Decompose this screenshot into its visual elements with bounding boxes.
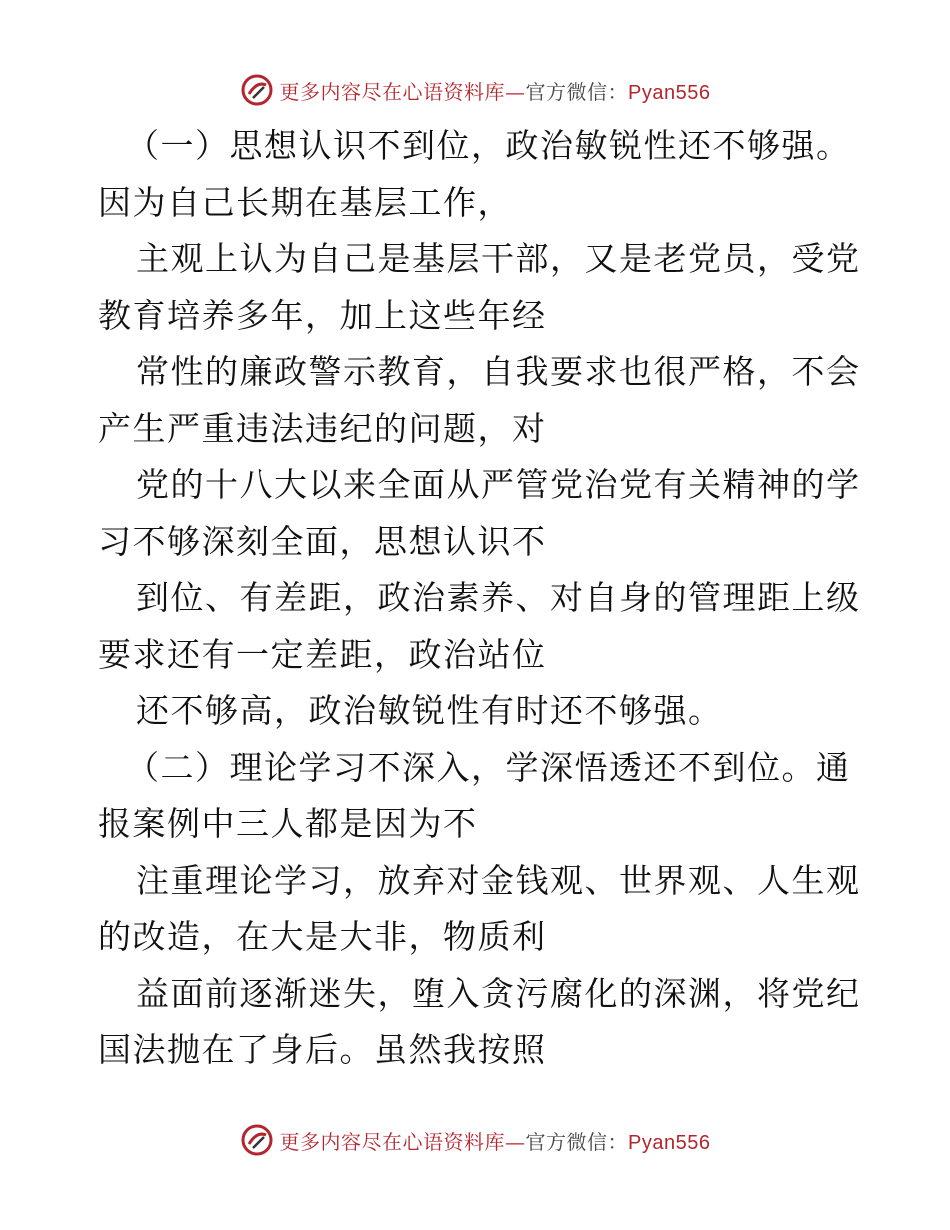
text-line: 报案例中三人都是因为不: [98, 804, 478, 843]
header-wechat-id: Pyan556: [628, 81, 711, 104]
text-line: 到位、有差距，政治素养、对自身的管理距上级: [136, 578, 861, 617]
header-banner-separator: —: [505, 79, 526, 104]
text-line: 主观上认为自己是基层干部，又是老党员，受党: [136, 239, 861, 278]
document-body: [98, 118, 861, 1079]
header-wechat-label: 官方微信：: [525, 79, 629, 104]
header-banner: [0, 70, 950, 110]
header-banner-text: [280, 76, 711, 105]
text-line: （二）理论学习不深入，学深悟透还不到位。通: [126, 747, 851, 787]
footer-banner-title: 更多内容尽在心语资料库: [279, 1129, 506, 1154]
library-logo-icon: [240, 1123, 274, 1157]
text-line: 因为自己长期在基层工作，: [98, 182, 512, 222]
library-logo-icon: [240, 73, 274, 107]
text-line: 要求还有一定差距，政治站位: [98, 634, 547, 674]
text-line: 的改造，在大是大非，物质利: [98, 917, 547, 956]
text-line: 常性的廉政警示教育，自我要求也很严格，不会: [136, 352, 861, 391]
text-line: 益面前逐渐迷失，堕入贪污腐化的深渊，将党纪: [136, 973, 861, 1013]
footer-banner-text: [280, 1126, 711, 1155]
text-line: 教育培养多年，加上这些年经: [98, 295, 547, 335]
text-line: 国法抛在了身后。虽然我按照: [98, 1030, 547, 1069]
footer-banner: [0, 1120, 950, 1160]
text-line: 产生严重违法违纪的问题，对: [98, 408, 547, 448]
text-line: 党的十八大以来全面从严管党治党有关精神的学: [136, 465, 861, 504]
text-line: 还不够高，政治敏锐性有时还不够强。: [136, 691, 723, 730]
text-line: （一）思想认识不到位，政治敏锐性还不够强。: [126, 126, 851, 165]
header-banner-title: 更多内容尽在心语资料库: [279, 79, 506, 104]
text-line: 习不够深刻全面，思想认识不: [98, 521, 547, 561]
text-line: 注重理论学习，放弃对金钱观、世界观、人生观: [136, 860, 861, 900]
footer-wechat-id: Pyan556: [628, 1131, 711, 1154]
footer-wechat-label: 官方微信：: [525, 1129, 629, 1154]
footer-banner-separator: —: [505, 1129, 526, 1154]
